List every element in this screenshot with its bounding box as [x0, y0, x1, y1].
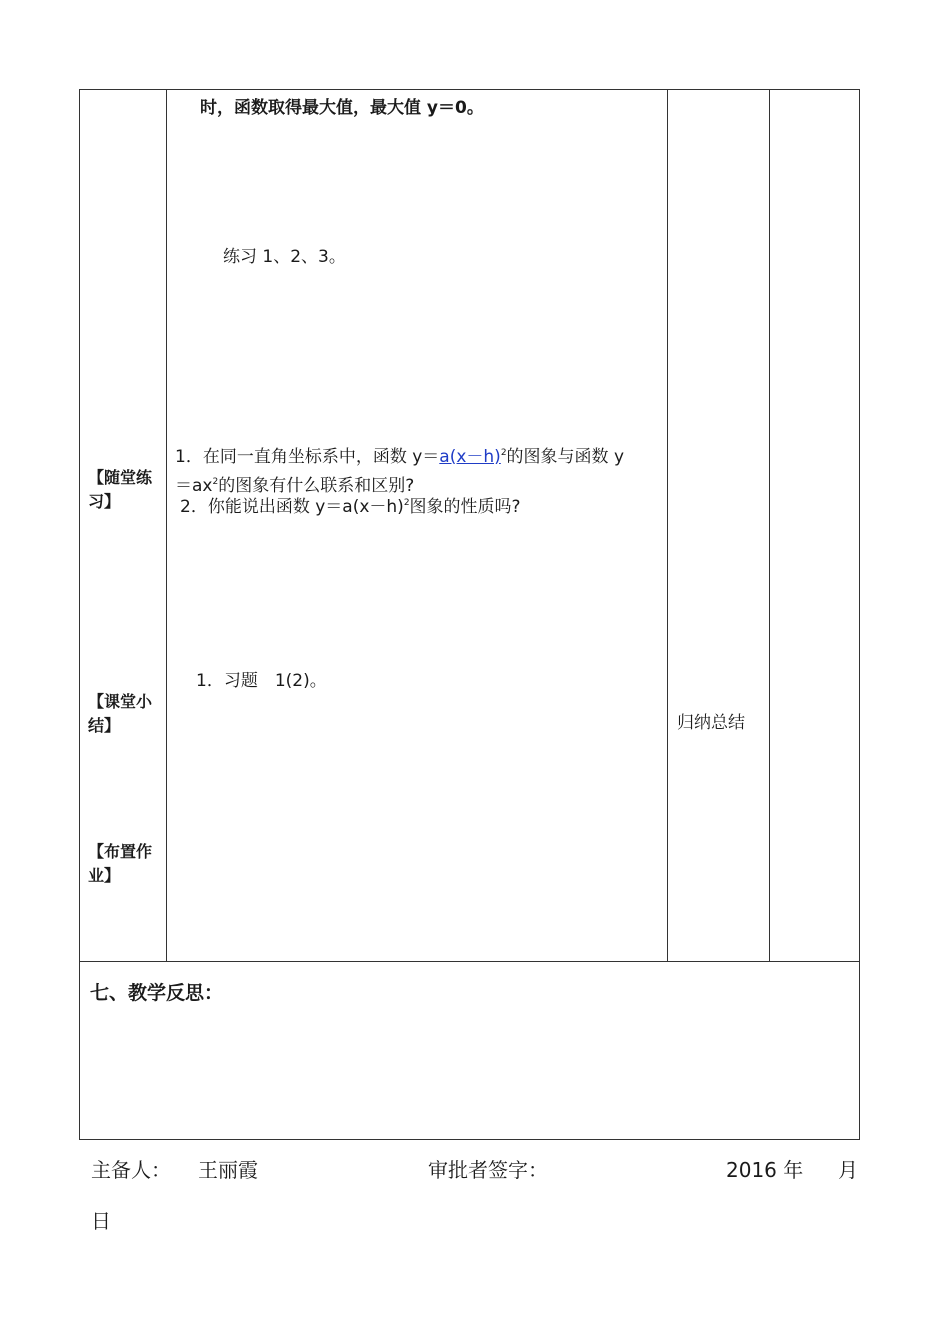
column-divider-1: [166, 89, 167, 962]
preparer-label: 主备人：: [91, 1158, 171, 1182]
label-practice: 【随堂练 习】: [88, 468, 153, 511]
table-bottom-border: [79, 1139, 860, 1140]
max-value-line: 时，函数取得最大值，最大值 y＝0。: [200, 98, 484, 118]
question-1: 1．在同一直角坐标系中，函数 $y=a(x-h)^2$的图象与函数 y $=ax^2$的图象有什么联系和区别?: [175, 447, 625, 496]
label-homework: 【布置作 业】: [88, 842, 153, 885]
practice-reference: 练习 1、2、3。: [223, 247, 346, 267]
table-right-border: [859, 89, 860, 1140]
label-summary: 【课堂小 结】: [88, 692, 153, 735]
approver-label: 审批者签字：: [428, 1158, 548, 1182]
summary-note: 归纳总结: [677, 713, 745, 733]
formula-link[interactable]: a(x－h): [439, 447, 501, 467]
day-text: 日: [91, 1209, 111, 1233]
reflection-title: 七、教学反思：: [90, 982, 224, 1004]
column-divider-2: [667, 89, 668, 962]
year-text: 2016 年: [726, 1158, 804, 1182]
table-left-border: [79, 89, 80, 1140]
preparer-name: 王丽霞: [198, 1158, 258, 1182]
table-top-border: [79, 89, 860, 90]
table-row-divider: [79, 961, 860, 962]
column-divider-3: [769, 89, 770, 962]
homework-item: 1．习题 1(2)。: [196, 671, 327, 691]
question-2: 2．你能说出函数 $y=a(x-h)^2$图象的性质吗?: [180, 497, 521, 517]
month-text: 月: [838, 1158, 858, 1182]
